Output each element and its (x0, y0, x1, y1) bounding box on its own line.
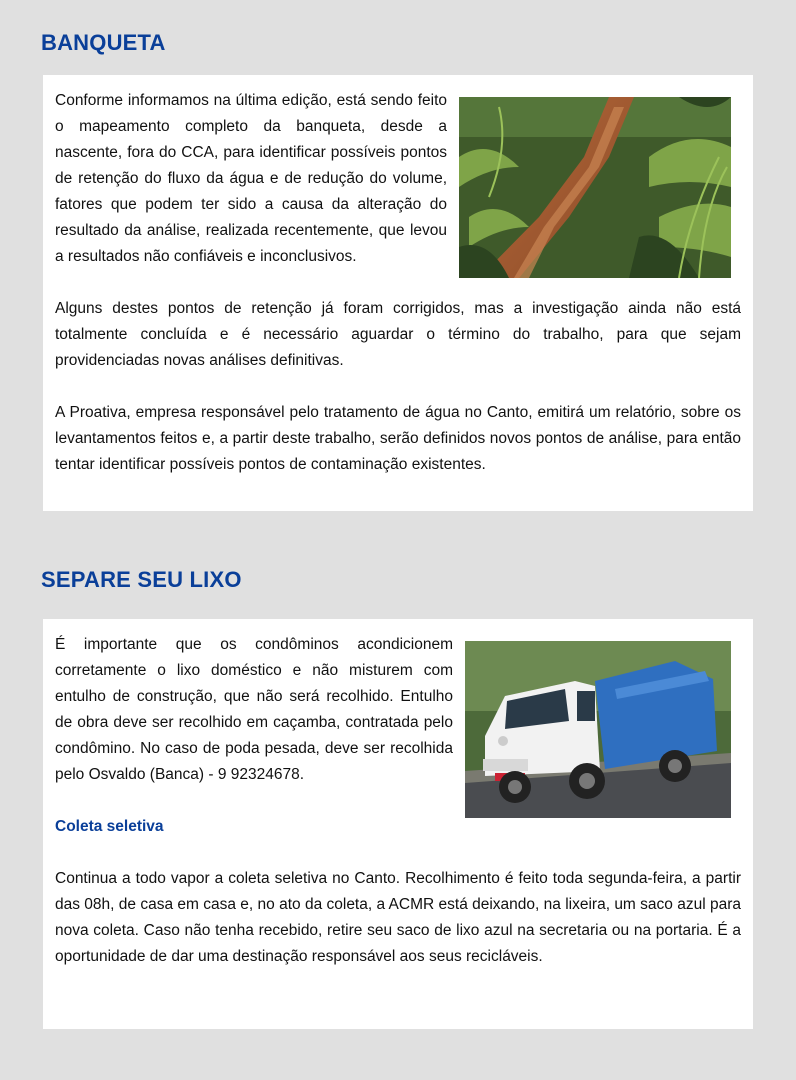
lixo-paragraph-1: É importante que os condôminos acondicionem corretamente o lixo doméstico e não misturem com entulho de construção, que não será recolhido. Entulho de obra deve ser recolhido em caçamba, contratada pelo condômino. No caso de poda pesada, deve ser recolhida pelo Osvaldo (Banca) - 9 92324678. (55, 636, 453, 783)
lixo-card (43, 619, 753, 1029)
section-title-banqueta: BANQUETA (41, 30, 166, 55)
coleta-seletiva-subheading: Coleta seletiva (55, 818, 164, 835)
banqueta-paragraph-1: Conforme informamos na última edição, está sendo feito o mapeamento completo da banqueta, desde a nascente, fora do CCA, para identificar possíveis pontos de retenção do fluxo da água e de redução do volume, fatores que podem ter sido a causa da alteração do resultado da análise, realizada recentemente, que levou a resultados não confiáveis e inconclusivos. (55, 92, 447, 265)
lixo-paragraph-2: Continua a todo vapor a coleta seletiva no Canto. Recolhimento é feito toda segunda-feira, a partir das 08h, de casa em casa e, no ato da coleta, a ACMR está deixando, na lixeira, um saco azul para nova coleta. Caso não tenha recebido, retire seu saco de lixo azul na secretaria ou na portaria. É a oportunidade de dar uma destinação responsável aos seus recicláveis. (55, 870, 741, 965)
banqueta-paragraph-2: Alguns destes pontos de retenção já foram corrigidos, mas a investigação ainda não está totalmente concluída e é necessário aguardar o término do trabalho, para que sejam providenciadas novas análises definitivas. (55, 300, 741, 369)
trench-photo (459, 97, 731, 278)
section-title-separe-seu-lixo: SEPARE SEU LIXO (41, 567, 242, 592)
banqueta-card (43, 75, 753, 511)
garbage-truck-photo (465, 641, 731, 818)
banqueta-paragraph-3: A Proativa, empresa responsável pelo tratamento de água no Canto, emitirá um relatório, sobre os levantamentos feitos e, a partir deste trabalho, serão definidos novos pontos de análise, para então tentar identificar possíveis pontos de contaminação existentes. (55, 404, 741, 473)
